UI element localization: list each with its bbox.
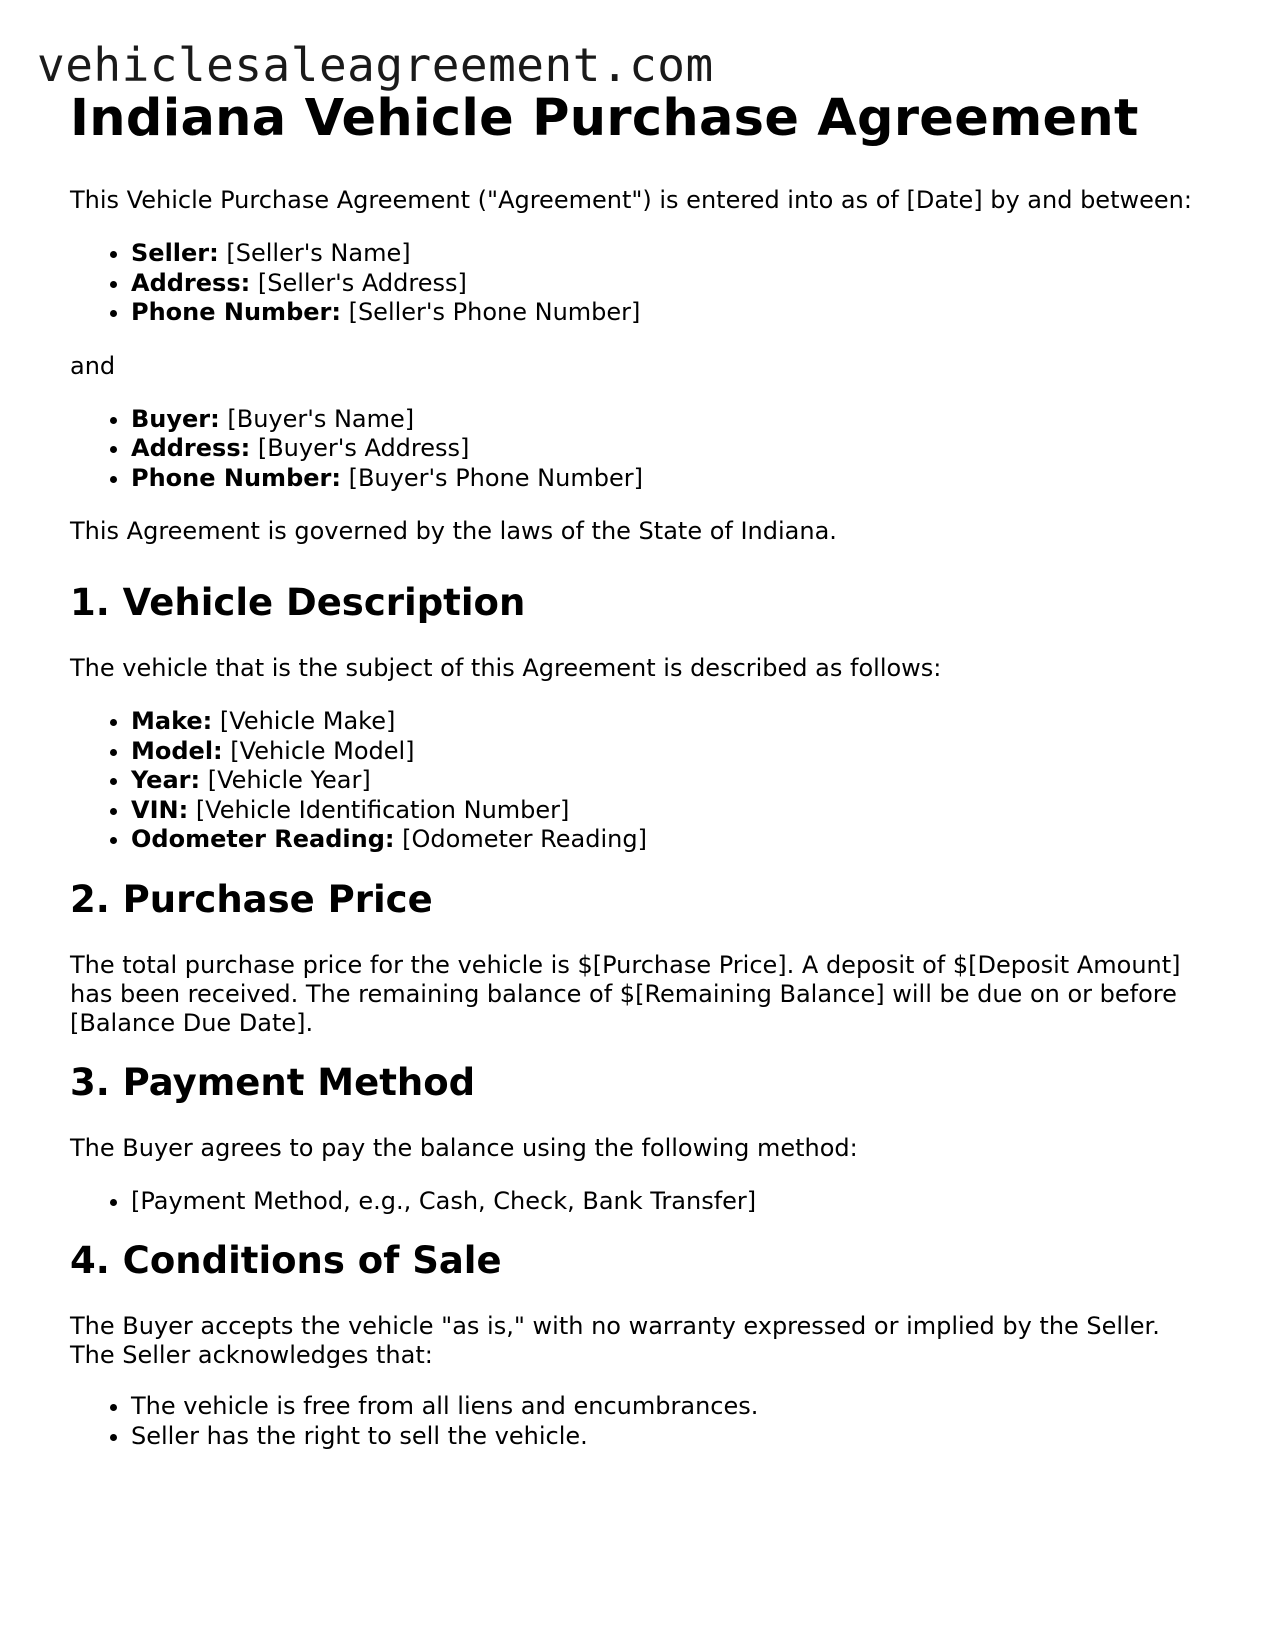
item-value: [Buyer's Name] (219, 404, 415, 433)
item-value: [Vehicle Identification Number] (188, 795, 570, 824)
vehicle-list (70, 707, 1200, 855)
item-label: Address: (131, 268, 251, 297)
payment-list (70, 1187, 1200, 1217)
condition-item: • The vehicle is free from all liens and encumbrances. (131, 1392, 1200, 1422)
seller-name-item (131, 239, 1200, 269)
item-label: Phone Number: (131, 463, 341, 492)
and-text: and (70, 351, 116, 380)
vehicle-model-item (131, 737, 1200, 767)
item-label: VIN: (131, 795, 189, 824)
item-label: Year: (131, 766, 201, 794)
payment-method-item: • [Payment Method, e.g., Cash, Check, Bank Transfer] (131, 1187, 1200, 1217)
buyer-name-item (131, 405, 1200, 435)
conditions-list (70, 1392, 1200, 1451)
vehicle-year-item (131, 766, 1200, 796)
site-watermark: vehiclesaleagreement.com (37, 38, 714, 92)
item-value: [Seller's Address] (250, 268, 467, 297)
item-value: [Vehicle Model] (222, 736, 415, 765)
intro-paragraph: This Vehicle Purchase Agreement ("Agreement") is entered into as of [Date] by and between: (70, 186, 1192, 214)
vehicle-make-item (131, 707, 1200, 737)
seller-phone-item (131, 298, 1200, 328)
buyer-list (70, 405, 1200, 494)
vehicle-paragraph: The vehicle that is the subject of this Agreement is described as follows: (70, 654, 942, 682)
item-label: Phone Number: (131, 298, 341, 326)
payment-paragraph: The Buyer agrees to pay the balance using the following method: (70, 1133, 858, 1162)
governing-law-paragraph: This Agreement is governed by the laws of the State of Indiana. (70, 517, 837, 545)
item-value: [Odometer Reading] (394, 825, 647, 853)
seller-address-item (131, 269, 1200, 299)
item-value: [Vehicle Make] (212, 707, 396, 735)
condition-item: • Seller has the right to sell the vehicle. (131, 1422, 1200, 1452)
item-label: Buyer: (131, 404, 220, 433)
item-value: [Vehicle Year] (200, 766, 371, 794)
item-value: [Buyer's Phone Number] (340, 463, 643, 492)
vehicle-vin-item (131, 796, 1200, 826)
item-value: [Seller's Phone Number] (340, 298, 641, 326)
section-heading-vehicle: 1. Vehicle Description (70, 581, 526, 624)
seller-list (70, 239, 1200, 328)
item-label: Address: (131, 434, 251, 462)
section-heading-price: 2. Purchase Price (70, 877, 433, 921)
conditions-paragraph: The Buyer accepts the vehicle "as is," with no warranty expressed or implied by the Seller. The Seller acknowledges that: (70, 1312, 1160, 1369)
page-title: Indiana Vehicle Purchase Agreement (70, 89, 1139, 148)
item-label: Seller: (131, 239, 219, 267)
vehicle-odometer-item (131, 825, 1200, 855)
item-value: [Seller's Name] (218, 239, 411, 267)
section-heading-payment: 3. Payment Method (70, 1060, 476, 1104)
item-value: [Buyer's Address] (250, 434, 470, 462)
section-heading-conditions: 4. Conditions of Sale (70, 1239, 502, 1282)
buyer-address-item (131, 434, 1200, 464)
item-label: Make: (131, 707, 213, 735)
item-label: Odometer Reading: (131, 825, 395, 853)
buyer-phone-item (131, 464, 1200, 494)
item-label: Model: (131, 736, 223, 765)
price-paragraph: The total purchase price for the vehicle is $[Purchase Price]. A deposit of $[Deposit Amount] has been received. The remaining balance of $[Remaining Balance] will be due on or before [Balance Due Date]. (70, 950, 1181, 1037)
document-body (70, 86, 1200, 1451)
